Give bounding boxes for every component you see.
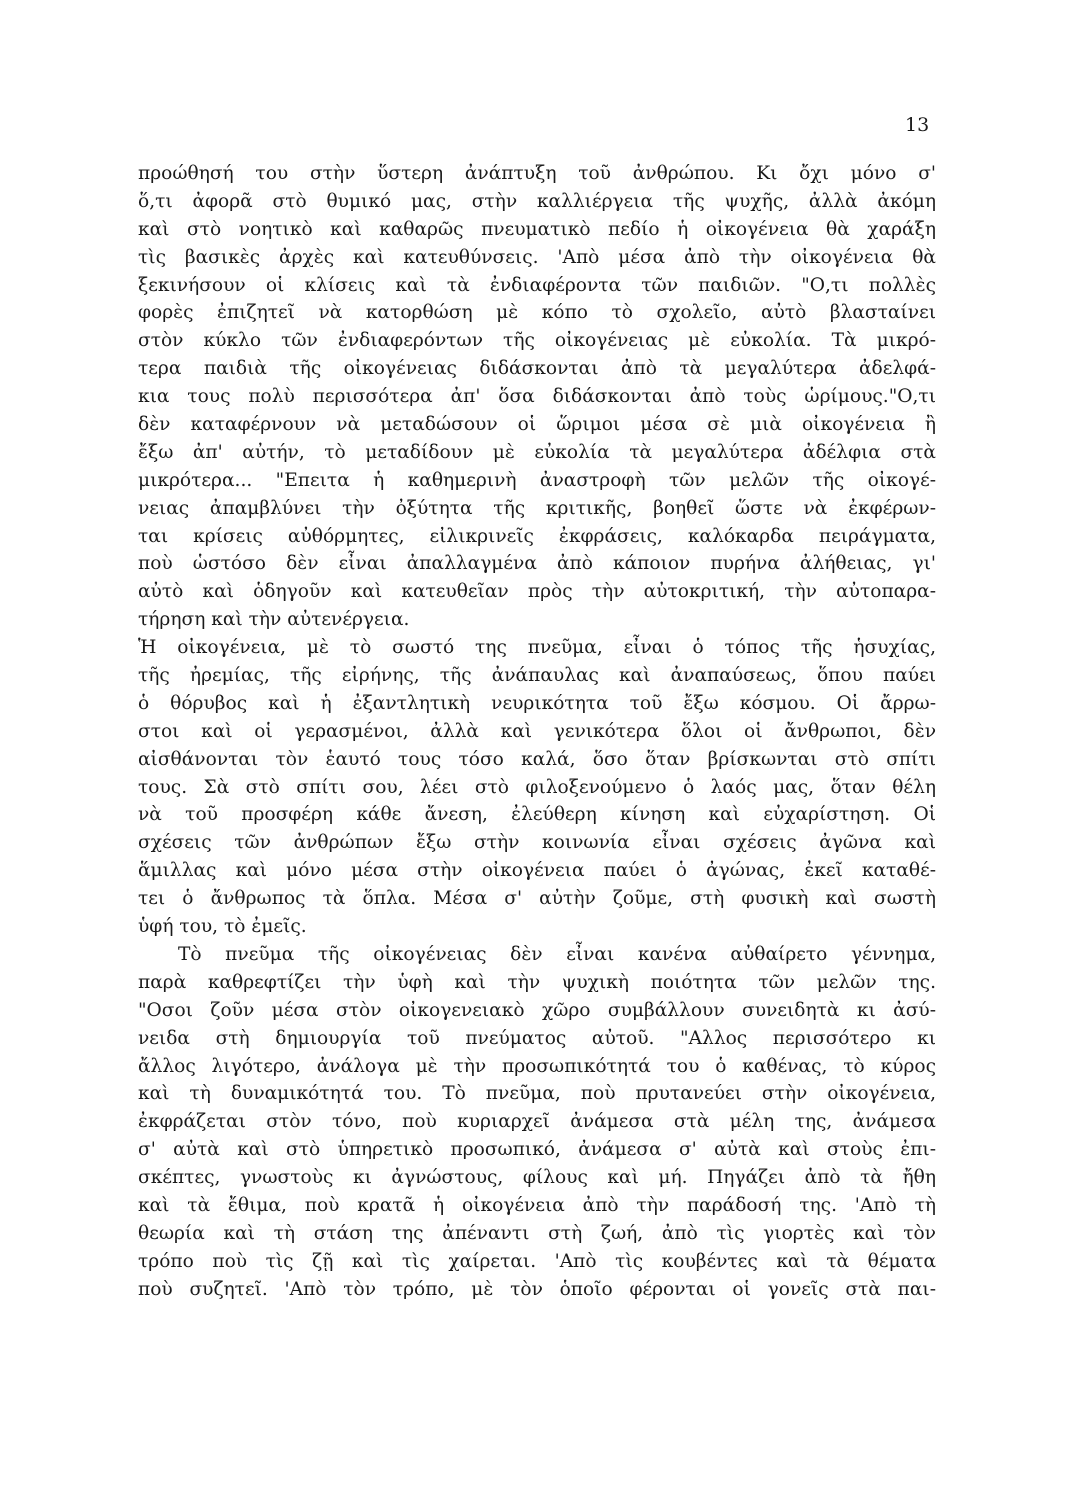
text-line: νὰ τοῦ προσφέρη κάθε ἄνεση, ἐλεύθερη κίνηση καὶ εὐχαρίστηση. Οἱ [138, 804, 936, 826]
text-line: παρὰ καθρεφτίζει τὴν ὑφὴ καὶ τὴν ψυχικὴ ποιότητα τῶν μελῶν της. [138, 971, 936, 993]
text-line: νειδα στὴ δημιουργία τοῦ πνεύματος αὐτοῦ. "Αλλος περισσότερο κι [138, 1027, 936, 1049]
text-line: στὸν κύκλο τῶν ἐνδιαφερόντων τῆς οἰκογένειας μὲ εὐκολία. Τὰ μικρό- [138, 330, 936, 352]
text-line: καὶ στὸ νοητικὸ καὶ καθαρῶς πνευματικὸ πεδίο ἡ οἰκογένεια θὰ χαράξη [138, 218, 936, 240]
text-line: μικρότερα... "Επειτα ἡ καθημερινὴ ἀναστροφὴ τῶν μελῶν τῆς οἰκογέ- [138, 469, 936, 491]
text-line: ἐκφράζεται στὸν τόνο, ποὺ κυριαρχεῖ ἀνάμεσα στὰ μέλη της, ἀνάμεσα [138, 1111, 936, 1133]
text-line: "Οσοι ζοῦν μέσα στὸν οἰκογενειακὸ χῶρο συμβάλλουν συνειδητὰ κι ἀσύ- [138, 999, 936, 1021]
text-line: ὑφή του, τὸ ἐμεῖς. [138, 916, 307, 938]
text-line: ὅ,τι ἀφορᾶ στὸ θυμικό μας, στὴν καλλιέργεια τῆς ψυχῆς, ἀλλὰ ἀκόμη [138, 190, 936, 212]
paragraph [138, 634, 936, 941]
text-line: ποὺ ὡστόσο δὲν εἶναι ἀπαλλαγμένα ἀπὸ κάποιον πυρήνα ἀλήθειας, γι' [138, 553, 936, 575]
text-line: σχέσεις τῶν ἀνθρώπων ἔξω στὴν κοινωνία εἶναι σχέσεις ἀγῶνα καὶ [138, 832, 936, 854]
text-line: τους. Σὰ στὸ σπίτι σου, λέει στὸ φιλοξενούμενο ὁ λαός μας, ὅταν θέλη [138, 776, 936, 798]
text-line: τήρηση καὶ τὴν αὐτενέργεια. [138, 609, 410, 631]
text-line: τερα παιδιὰ τῆς οἰκογένειας διδάσκονται ἀπὸ τὰ μεγαλύτερα ἀδελφά- [138, 358, 936, 380]
text-line: ἔξω ἀπ' αὐτήν, τὸ μεταδίδουν μὲ εὐκολία τὰ μεγαλύτερα ἀδέλφια στὰ [138, 441, 936, 463]
text-line: τρόπο ποὺ τὶς ζῇ καὶ τὶς χαίρεται. 'Απὸ τὶς κουβέντες καὶ τὰ θέματα [138, 1250, 936, 1272]
text-line: αἰσθάνονται τὸν ἑαυτό τους τόσο καλά, ὅσο ὅταν βρίσκωνται στὸ σπίτι [138, 748, 936, 770]
page-number: 13 [905, 114, 930, 136]
text-line: ξεκινήσουν οἱ κλίσεις καὶ τὰ ἐνδιαφέροντα τῶν παιδιῶν. "Ο,τι πολλὲς [138, 274, 936, 296]
text-line: ται κρίσεις αὐθόρμητες, εἰλικρινεῖς ἐκφράσεις, καλόκαρδα πειράγματα, [138, 525, 936, 547]
paragraph [138, 160, 936, 634]
text-line: σκέπτες, γνωστοὺς κι ἀγνώστους, φίλους καὶ μή. Πηγάζει ἀπὸ τὰ ἤθη [138, 1167, 936, 1189]
text-line: τῆς ἠρεμίας, τῆς εἰρήνης, τῆς ἀνάπαυλας καὶ ἀναπαύσεως, ὅπου παύει [138, 665, 936, 687]
text-line: ποὺ συζητεῖ. 'Απὸ τὸν τρόπο, μὲ τὸν ὁποῖο φέρονται οἱ γονεῖς στὰ παι- [138, 1278, 936, 1300]
text-line: νειας ἀπαμβλύνει τὴν ὀξύτητα τῆς κριτικῆς, βοηθεῖ ὥστε νὰ ἐκφέρων- [138, 497, 936, 519]
text-line: Ἡ οἰκογένεια, μὲ τὸ σωστό της πνεῦμα, εἶναι ὁ τόπος τῆς ἡσυχίας, [138, 637, 936, 659]
text-line: δὲν καταφέρνουν νὰ μεταδώσουν οἱ ὥριμοι μέσα σὲ μιὰ οἰκογένεια ἢ [138, 414, 936, 436]
text-line: σ' αὐτὰ καὶ στὸ ὑπηρετικὸ προσωπικό, ἀνάμεσα σ' αὐτὰ καὶ στοὺς ἐπι- [138, 1139, 936, 1161]
text-line: τὶς βασικὲς ἀρχὲς καὶ κατευθύνσεις. 'Απὸ μέσα ἀπὸ τὴν οἰκογένεια θὰ [138, 246, 936, 268]
text-line: ἄλλος λιγότερο, ἀνάλογα μὲ τὴν προσωπικότητά του ὁ καθένας, τὸ κύρος [138, 1055, 936, 1077]
text-line: αὐτὸ καὶ ὁδηγοῦν καὶ κατευθεῖαν πρὸς τὴν αὐτοκριτική, τὴν αὐτοπαρα- [138, 581, 936, 603]
text-line: κια τους πολὺ περισσότερα ἀπ' ὅσα διδάσκονται ἀπὸ τοὺς ὡρίμους."Ο,τι [138, 386, 936, 408]
text-line: καὶ τὰ ἔθιμα, ποὺ κρατᾶ ἡ οἰκογένεια ἀπὸ τὴν παράδοσή της. 'Απὸ τὴ [138, 1194, 936, 1216]
text-line: Τὸ πνεῦμα τῆς οἰκογένειας δὲν εἶναι κανένα αὐθαίρετο γέννημα, [178, 943, 936, 965]
text-line: φορὲς ἐπιζητεῖ νὰ κατορθώση μὲ κόπο τὸ σχολεῖο, αὐτὸ βλασταίνει [138, 302, 936, 324]
body-text [138, 160, 936, 1304]
text-line: τει ὁ ἄνθρωπος τὰ ὅπλα. Μέσα σ' αὐτὴν ζοῦμε, στὴ φυσικὴ καὶ σωστὴ [138, 888, 936, 910]
paragraph [138, 941, 936, 1304]
text-line: στοι καὶ οἱ γερασμένοι, ἀλλὰ καὶ γενικότερα ὅλοι οἱ ἄνθρωποι, δὲν [138, 720, 936, 742]
text-line: θεωρία καὶ τὴ στάση της ἀπέναντι στὴ ζωή, ἀπὸ τὶς γιορτὲς καὶ τὸν [138, 1222, 936, 1244]
text-line: καὶ τὴ δυναμικότητά του. Τὸ πνεῦμα, ποὺ πρυτανεύει στὴν οἰκογένεια, [138, 1083, 936, 1105]
text-line: ὁ θόρυβος καὶ ἡ ἐξαντλητικὴ νευρικότητα τοῦ ἔξω κόσμου. Οἱ ἄρρω- [138, 692, 936, 714]
text-line: προώθησή του στὴν ὕστερη ἀνάπτυξη τοῦ ἀνθρώπου. Κι ὄχι μόνο σ' [138, 163, 936, 184]
text-line: ἅμιλλας καὶ μόνο μέσα στὴν οἰκογένεια παύει ὁ ἀγώνας, ἐκεῖ καταθέ- [138, 860, 936, 882]
